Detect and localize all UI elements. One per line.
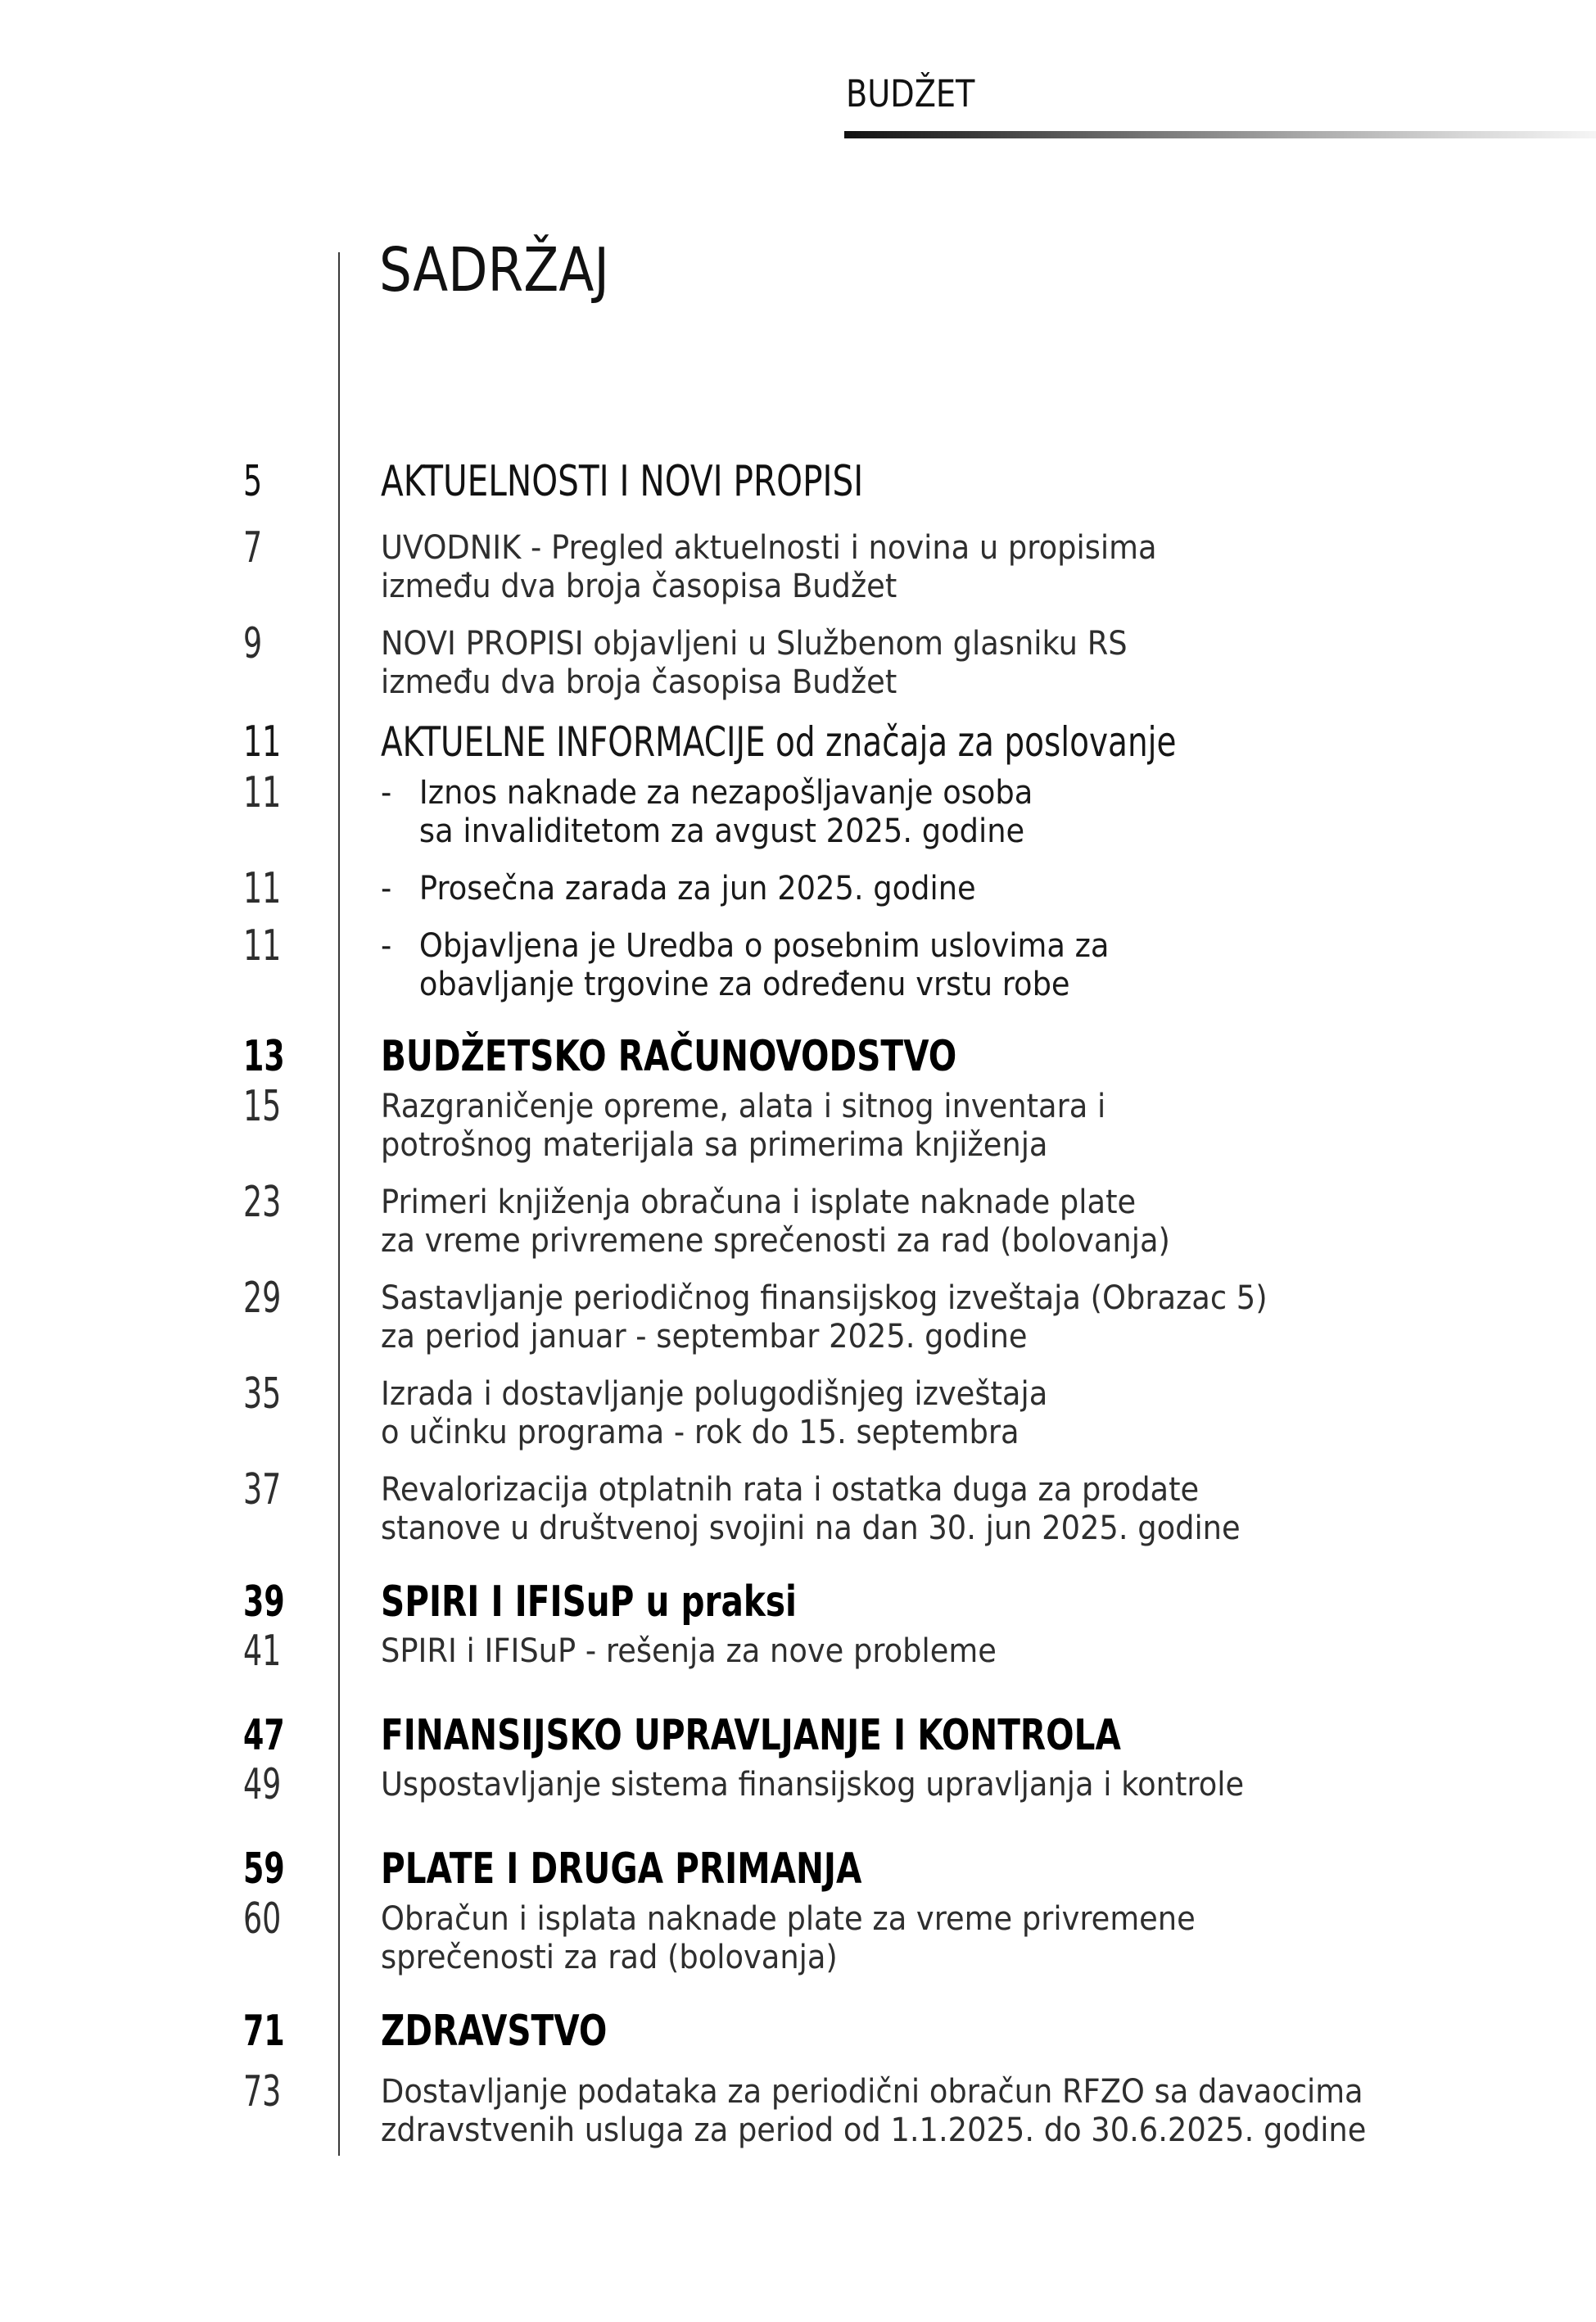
toc-page-number: 39 [243,1577,285,1627]
toc-page-number: 71 [243,2007,285,2056]
magazine-brand-text: BUDŽET [846,72,975,115]
toc-entry-title: AKTUELNE INFORMACIJE od značaja za poslovanje [381,718,1177,766]
toc-entry-title: Sastavljanje periodičnog finansijskog izveštaja (Obrazac 5) za period januar - septembar 2025. godine [381,1279,1268,1356]
toc-page-number: 49 [243,1760,282,1809]
toc-entry-title: Dostavljanje podataka za periodični obračun RFZO sa davaocima zdravstvenih usluga za period od 1.1.2025. do 30.6.2025. godine [381,2073,1367,2149]
toc-page-number: 7 [243,523,263,573]
toc-entry-title: Primeri knjiženja obračuna i isplate naknade plate za vreme privremene sprečenosti za rad (bolovanja) [381,1184,1170,1260]
toc-page-number: 37 [243,1465,282,1514]
magazine-brand [846,74,997,115]
toc-entry-title: AKTUELNOSTI I NOVI PROPISI [381,457,864,506]
toc-entry-title: Razgraničenje opreme, alata i sitnog inventara i potrošnog materijala sa primerima knjiženja [381,1088,1106,1164]
list-dash: - [381,774,392,812]
toc-entry-title: SPIRI i IFISuP - rešenja za nove probleme [381,1632,997,1670]
toc-entry-title: - Prosečna zarada za jun 2025. godine [381,870,976,908]
toc-entry-title: Obračun i isplata naknade plate za vreme privremene sprečenosti za rad (bolovanja) [381,1900,1196,1976]
toc-entry-title: Revalorizacija otplatnih rata i ostatka duga za prodate stanove u društvenoj svojini na dan 30. jun 2025. godine [381,1471,1241,1547]
toc-page-number: 5 [243,457,263,506]
toc-page-number: 11 [243,768,282,817]
header-gradient-rule [844,131,1596,138]
toc-page-number: 29 [243,1274,282,1323]
list-dash: - [381,870,392,908]
toc-entry-title: Izrada i dostavljanje polugodišnjeg izveštaja o učinku programa - rok do 15. septembra [381,1375,1048,1451]
toc-page-number: 47 [243,1711,285,1760]
toc-page-number: 59 [243,1844,285,1894]
toc-page-number: 41 [243,1627,282,1676]
toc-entry-title: UVODNIK - Pregled aktuelnosti i novina u propisima između dva broja časopisa Budžet [381,529,1157,605]
toc-page-number: 60 [243,1894,282,1944]
toc-entry-title: - Iznos naknade za nezapošljavanje osoba sa invaliditetom za avgust 2025. godine [381,774,1033,850]
toc-entry-title: BUDŽETSKO RAČUNOVODSTVO [381,1032,957,1081]
toc-page-number: 11 [243,921,282,971]
toc-page-number: 73 [243,2067,282,2116]
page-title [379,235,650,306]
vertical-divider-rule [338,252,340,2156]
toc-page-number: 15 [243,1082,282,1131]
toc-page-number: 11 [243,864,282,913]
toc-entry-title: SPIRI I IFISuP u praksi [381,1577,797,1627]
toc-entry-title: PLATE I DRUGA PRIMANJA [381,1844,862,1894]
toc-entry-title: - Objavljena je Uredba o posebnim uslovima za obavljanje trgovine za određenu vrstu robe [381,927,1110,1003]
toc-entry-title: NOVI PROPISI objavljeni u Službenom glasniku RS između dva broja časopisa Budžet [381,625,1128,701]
toc-entry-title: FINANSIJSKO UPRAVLJANJE I KONTROLA [381,1711,1121,1760]
toc-page-number: 23 [243,1178,282,1227]
list-dash: - [381,927,392,965]
toc-page-number: 9 [243,619,263,668]
toc-page-number: 11 [243,717,282,767]
toc-page-number: 35 [243,1369,282,1419]
toc-entry-title: Uspostavljanje sistema finansijskog upravljanja i kontrole [381,1766,1245,1804]
page-title-text: SADRŽAJ [379,235,609,306]
toc-entry-title: ZDRAVSTVO [381,2007,608,2056]
toc-page-number: 13 [243,1032,285,1081]
